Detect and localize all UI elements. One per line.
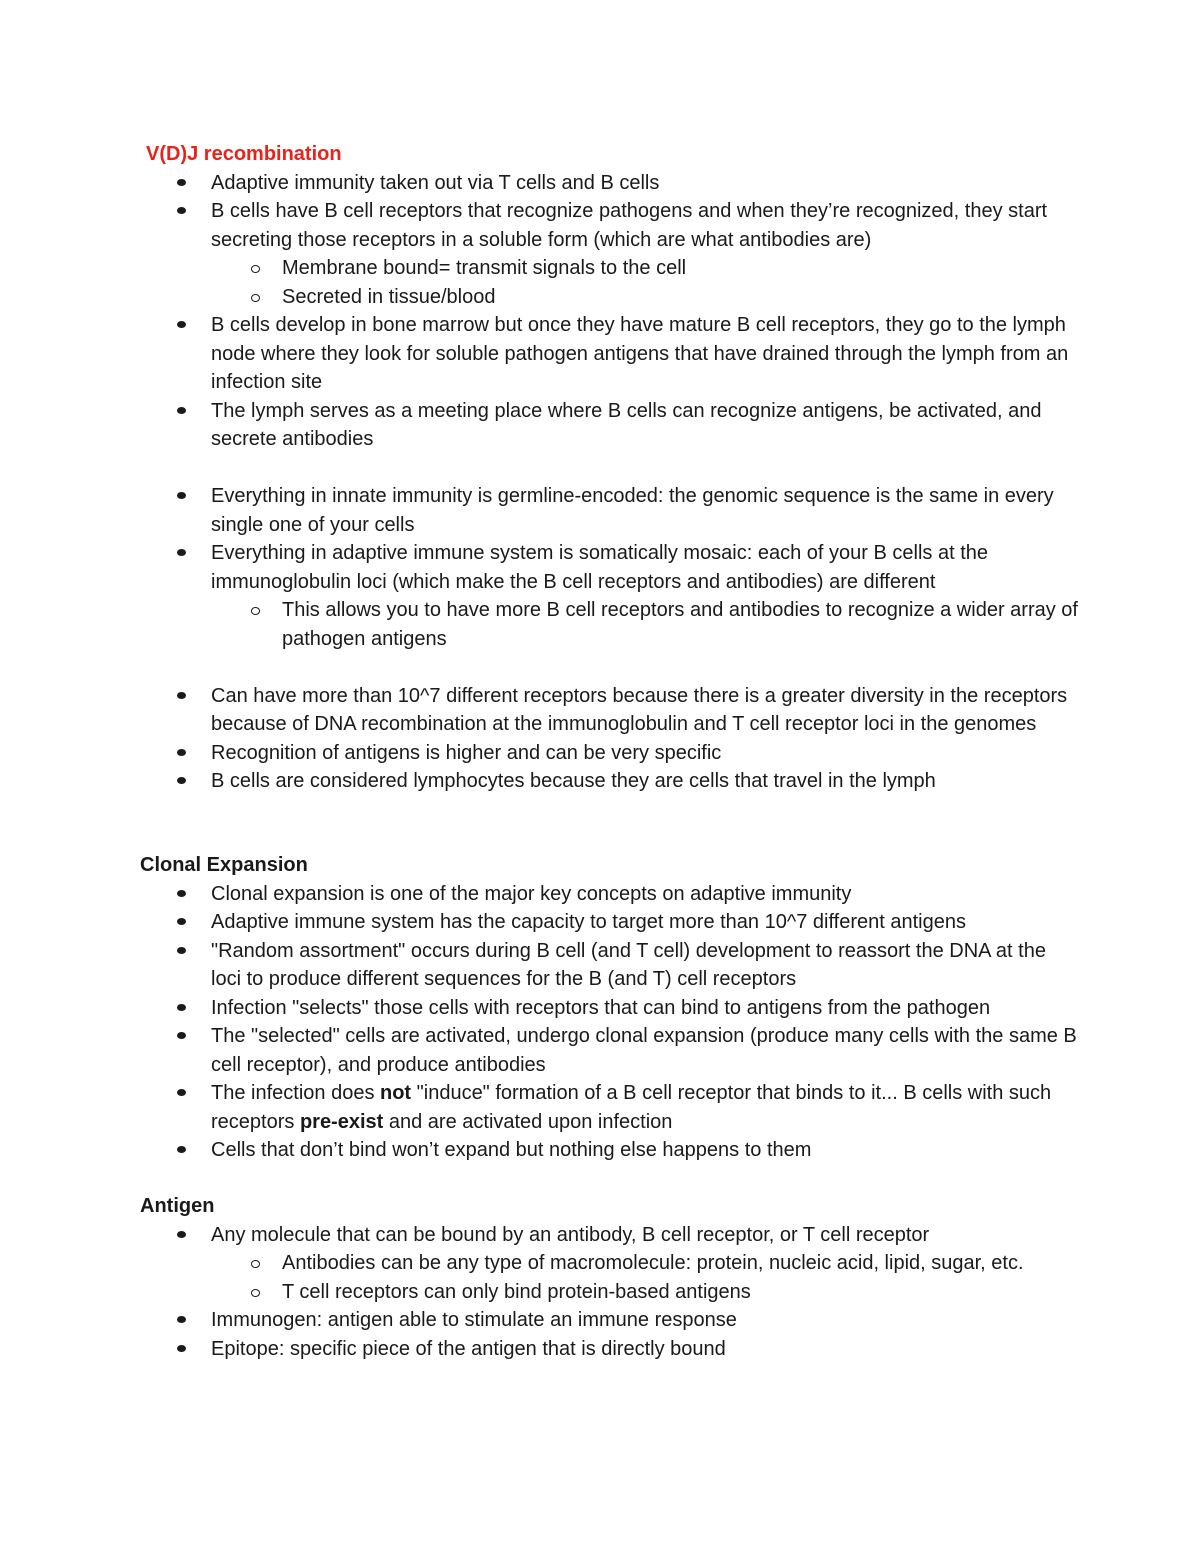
- list-item: [140, 1136, 1080, 1165]
- sub-list-item: [140, 1249, 1080, 1278]
- hollow-bullet-icon: [251, 265, 260, 273]
- sub-bullet-list: [140, 1249, 1080, 1306]
- bullet-icon: [177, 407, 186, 414]
- bullet-icon: [177, 321, 186, 328]
- bullet-icon: [177, 1345, 186, 1352]
- heading-vdj-recombination: V(D)J recombination: [146, 143, 342, 165]
- bullet-list: [140, 1221, 1080, 1364]
- list-item: [140, 739, 1080, 768]
- section-antigen: [140, 1192, 1080, 1363]
- bullet-icon: [177, 492, 186, 499]
- list-item-text: B cells develop in bone marrow but once they have mature B cell receptors, they go to the lymph node where they look for soluble pathogen antigens that have drained through the lymph from an infection site: [211, 314, 1069, 393]
- heading-clonal-expansion: Clonal Expansion: [140, 854, 308, 876]
- list-item-text: The "selected" cells are activated, undergo clonal expansion (produce many cells with the same B cell receptor), and produce antibodies: [211, 1025, 1077, 1076]
- list-item: [140, 682, 1080, 739]
- bullet-icon: [177, 207, 186, 214]
- list-item: [140, 1022, 1080, 1079]
- bullet-icon: [177, 918, 186, 925]
- sub-bullet-list: [140, 254, 1080, 311]
- bullet-icon: [177, 692, 186, 699]
- emphasis-not: not: [380, 1082, 412, 1104]
- bullet-icon: [177, 1316, 186, 1323]
- sub-list-item-text: This allows you to have more B cell receptors and antibodies to recognize a wider array of pathogen antigens: [282, 599, 1078, 650]
- list-item-text: Clonal expansion is one of the major key concepts on adaptive immunity: [211, 882, 852, 905]
- bullet-list: [140, 169, 1080, 796]
- hollow-bullet-icon: [251, 294, 260, 302]
- list-item-text: Everything in innate immunity is germline-encoded: the genomic sequence is the same in every single one of your cells: [211, 485, 1054, 536]
- list-item: [140, 1306, 1080, 1335]
- hollow-bullet-icon: [251, 1289, 260, 1297]
- hollow-bullet-icon: [251, 607, 260, 615]
- bullet-icon: [177, 1089, 186, 1096]
- list-item-text: B cells are considered lymphocytes because they are cells that travel in the lymph: [211, 770, 936, 792]
- sub-list-item-text: Secreted in tissue/blood: [282, 285, 496, 308]
- list-item: [140, 1221, 1080, 1307]
- list-item-text: Cells that don’t bind won’t expand but nothing else happens to them: [211, 1139, 812, 1161]
- list-item: [140, 937, 1080, 994]
- list-item-text-part: and are activated upon infection: [383, 1110, 673, 1133]
- bullet-icon: [177, 1146, 186, 1153]
- list-item: [140, 169, 1080, 198]
- sub-list-item-text: Membrane bound= transmit signals to the cell: [282, 257, 687, 279]
- list-item: [140, 767, 1080, 796]
- emphasis-pre-exist: pre-exist: [299, 1110, 384, 1133]
- list-item-text: Epitope: specific piece of the antigen that is directly bound: [211, 1337, 726, 1360]
- sub-list-item: [140, 283, 1080, 312]
- list-item: [140, 311, 1080, 397]
- list-item-text: Everything in adaptive immune system is somatically mosaic: each of your B cells at the immunoglobulin loci (which make the B cell receptors and antibodies) are different: [211, 542, 988, 593]
- list-item-text: Adaptive immune system has the capacity to target more than 10^7 different antigens: [211, 911, 966, 933]
- bullet-icon: [177, 1032, 186, 1039]
- bullet-icon: [177, 1231, 186, 1238]
- list-item: [140, 880, 1080, 909]
- list-item-text: Recognition of antigens is higher and can be very specific: [211, 741, 722, 764]
- list-item-text: Any molecule that can be bound by an antibody, B cell receptor, or T cell receptor: [211, 1223, 930, 1246]
- list-item-text: Can have more than 10^7 different receptors because there is a greater diversity in the receptors because of DNA recombination at the immunoglobulin and T cell receptor loci in the genomes: [211, 684, 1068, 735]
- bullet-icon: [177, 179, 186, 186]
- list-item: [140, 397, 1080, 454]
- bullet-icon: [177, 749, 186, 756]
- sub-bullet-list: [140, 596, 1080, 653]
- sub-list-item: [140, 596, 1080, 653]
- bullet-icon: [177, 1004, 186, 1011]
- list-item-text-part: "induce" formation of a B cell receptor that binds to it... B cells with such receptors: [211, 1082, 1052, 1133]
- list-item-text: Infection "selects" those cells with receptors that can bind to antigens from the pathogen: [211, 996, 991, 1019]
- list-item-text: The lymph serves as a meeting place where B cells can recognize antigens, be activated, and secrete antibodies: [211, 399, 1042, 450]
- list-item-text: "Random assortment" occurs during B cell (and T cell) development to reassort the DNA at the loci to produce different sequences for the B (and T) cell receptors: [211, 939, 1046, 990]
- list-item: [140, 994, 1080, 1023]
- list-item-text: Adaptive immunity taken out via T cells and B cells: [211, 171, 660, 194]
- heading-antigen: Antigen: [140, 1195, 215, 1217]
- list-item: [140, 908, 1080, 937]
- list-item-text: B cells have B cell receptors that recognize pathogens and when they’re recognized, they start secreting those receptors in a soluble form (which are what antibodies are): [211, 200, 1048, 251]
- bullet-icon: [177, 777, 186, 784]
- list-item: [140, 197, 1080, 311]
- bullet-icon: [177, 947, 186, 954]
- list-item-text-part: The infection does: [211, 1082, 380, 1104]
- list-item-text: Immunogen: antigen able to stimulate an immune response: [211, 1309, 737, 1331]
- bullet-icon: [177, 549, 186, 556]
- section-vdj-recombination: [140, 140, 1080, 796]
- list-item: [140, 1079, 1080, 1136]
- sub-list-item-text: Antibodies can be any type of macromolecule: protein, nucleic acid, lipid, sugar, etc.: [282, 1252, 1024, 1274]
- list-item: [140, 539, 1080, 653]
- hollow-bullet-icon: [251, 1260, 260, 1268]
- list-item: [140, 482, 1080, 539]
- sub-list-item-text: T cell receptors can only bind protein-based antigens: [282, 1280, 751, 1303]
- sub-list-item: [140, 1278, 1080, 1307]
- list-item: [140, 1335, 1080, 1364]
- section-clonal-expansion: [140, 851, 1080, 1165]
- bullet-list: [140, 880, 1080, 1165]
- sub-list-item: [140, 254, 1080, 283]
- bullet-icon: [177, 890, 186, 897]
